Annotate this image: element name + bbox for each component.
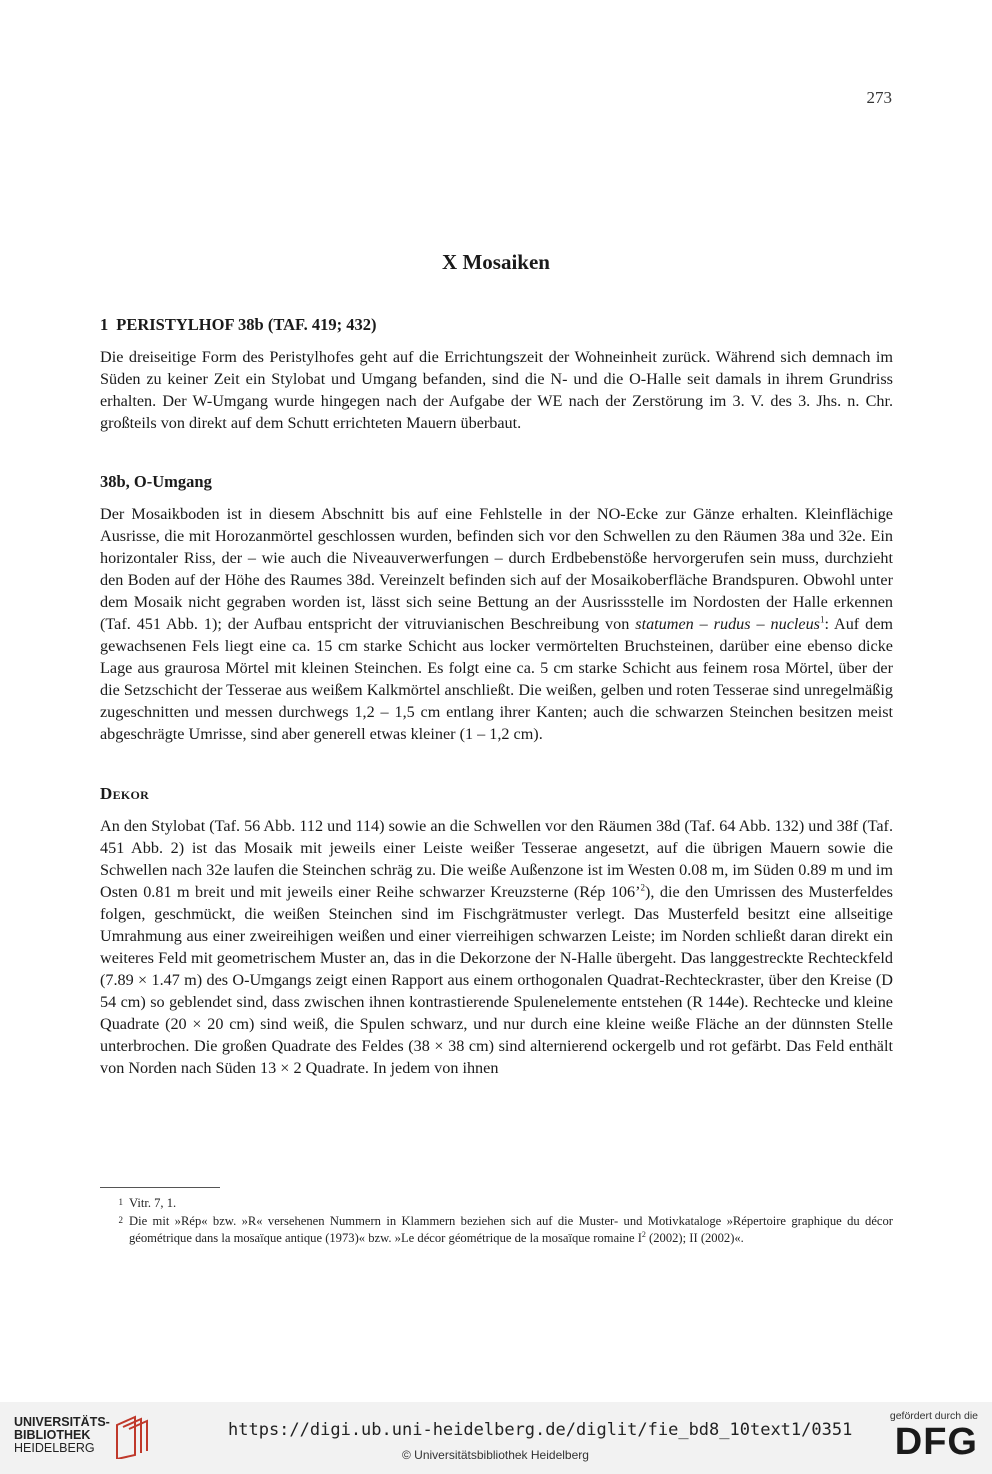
section-heading-o-umgang: 38b, O-Umgang bbox=[100, 472, 212, 491]
paragraph-text: Der Mosaikboden ist in diesem Abschnitt bis auf eine Fehlstelle in der NO-Ecke zur Gänze erhalten. Kleinflächige Ausrisse, die mit Horozanmörtel geschlossen wurden, befinden sich vor den Schwellen zu den Räumen 38a und 32e. Ein horizontaler Riss, der – wie auch die Niveauverwerfungen – durch Erdbebenstöße hervorgerufen sein muss, durchzieht den Boden auf der Höhe des Raumes 38d. Vereinzelt befinden sich auf der Mosaikoberfläche Brandspuren. Obwohl unter dem Mosaik nicht gegraben worden ist, lässt sich seine Bettung an der Ausrissstelle im Nordosten der Halle erkennen (Taf. 451 Abb. 1); der Aufbau entspricht der vitruvianischen Beschreibung von bbox=[100, 505, 893, 633]
footnote-ref: 2 bbox=[640, 882, 646, 893]
paragraph-text: An den Stylobat (Taf. 56 Abb. 112 und 114) sowie an die Schwellen vor den Räumen 38d (Taf. 64 Abb. 132) und 38f (Taf. 451 Abb. 2) ist das Mosaik mit jeweils einer Leiste weißer Tesserae angesetzt, auf die übrigen Mauern sowie die Schwellen nach 32e laufen die Steinchen schräg zu. Die weiße Außenzone ist im Westen 0.08 m, im Süden 0.89 m und im Osten 0.81 m breit und mit jeweils einer Reihe schwarzer Kreuzsterne (Rép 106’ bbox=[100, 817, 893, 901]
dfg-wordmark: DFG bbox=[894, 1421, 978, 1463]
library-name-line: HEIDELBERG bbox=[14, 1441, 95, 1455]
paragraph-text: : Auf dem gewachsenen Fels liegt eine ca. 15 cm starke Schicht aus locker vermörtelten Bruchsteinen, darüber eine ebenso dicke Lage aus graurosa Mörtel mit kleinen Steinchen. Es folgt eine ca. 5 cm starke Schicht aus feinem rosa Mörtel, über der die Setzschicht der Tesserae aus weißem Kalkmörtel anschließt. Die weißen, gelben und roten Tesserae sind unregelmäßig zugeschnitten und messen durchwegs 1,2 – 1,5 cm entlang ihrer Kanten; auch die schwarzen Steinchen besitzen meist abgeschrägte Umrisse, sind aber generell etwas kleiner (1 – 1,2 cm). bbox=[100, 615, 894, 743]
dfg-logo[interactable] bbox=[890, 1410, 978, 1461]
footnote-text-part: (2002); II (2002)«. bbox=[645, 1231, 744, 1245]
paragraph-peristylhof: Die dreiseitige Form des Peristylhofes geht auf die Errichtungszeit der Wohneinheit zurück. Während sich demnach im Süden zu keiner Zeit ein Stylobat und Umgang befanden, sind die N- und die O-Halle seit damals in ihrem Grundriss erhalten. Der W-Umgang wurde hingegen nach der Aufgabe der WE nach der Zerstörung im 3. V. des 3. Jhs. n. Chr. großteils von direkt auf dem Schutt errichteten Mauern überbaut. bbox=[100, 348, 893, 432]
footnotes bbox=[100, 1195, 893, 1248]
footnote-sup: 2 bbox=[641, 1229, 646, 1239]
footnote-mark: 2 bbox=[118, 1214, 123, 1225]
footnote-text bbox=[129, 1213, 893, 1248]
footnote-divider bbox=[100, 1187, 220, 1188]
footnote-ref: 1 bbox=[819, 614, 825, 625]
library-name bbox=[14, 1416, 110, 1455]
viewer-footer bbox=[0, 1402, 992, 1474]
footnote bbox=[100, 1213, 893, 1248]
library-name-line: BIBLIOTHEK bbox=[14, 1428, 91, 1442]
copyright-notice: © Universitätsbibliothek Heidelberg bbox=[402, 1448, 589, 1462]
main-text bbox=[100, 313, 893, 1079]
section-heading-peristylhof bbox=[100, 313, 893, 337]
library-emblem-icon bbox=[113, 1413, 149, 1459]
footnote-text-part: Die mit »Rép« bzw. »R« versehenen Nummern in Klammern beziehen sich auf die Muster- und Motivkataloge »Répertoire graphique du décor géométrique dans la mosaïque antique (1973)« bzw. »Le décor géométrique de la mosaïque romaine I bbox=[129, 1213, 893, 1245]
section-title: PERISTYLHOF 38b (TAF. 419; 432) bbox=[116, 315, 377, 334]
paragraph-o-umgang bbox=[100, 503, 893, 745]
library-name-line: UNIVERSITÄTS- bbox=[14, 1415, 110, 1429]
funded-by-label: gefördert durch die bbox=[889, 1410, 978, 1422]
footnote bbox=[100, 1195, 893, 1213]
footnote-text: Vitr. 7, 1. bbox=[129, 1196, 177, 1210]
library-logo[interactable] bbox=[14, 1416, 149, 1459]
section-heading-dekor: Dekor bbox=[100, 784, 150, 803]
italic-term: statumen – rudus – nucleus bbox=[635, 615, 820, 633]
paragraph-dekor bbox=[100, 815, 893, 1079]
section-number: 1 bbox=[100, 315, 109, 334]
page-number: 273 bbox=[866, 88, 892, 107]
document-url-link[interactable]: https://digi.ub.uni-heidelberg.de/diglit/fie_bd8_10text1/0351 bbox=[228, 1420, 853, 1440]
chapter-title: X Mosaiken bbox=[442, 250, 550, 274]
footnote-mark: 1 bbox=[118, 1197, 123, 1207]
paragraph-text: ), die den Umrissen des Musterfeldes folgen, geschmückt, die weißen Steinchen sind im Fischgrätmuster verlegt. Das Musterfeld besitzt eine allseitige Umrahmung aus einer zweireihigen weißen und einer vierreihigen schwarzen Leiste; im Norden schließt daran direkt ein weiteres Feld mit geometrischem Muster an, das in die Dekorzone der N-Halle übergeht. Das langgestreckte Rechteckfeld (7.89 × 1.47 m) des O-Umgangs zeigt einen Rapport aus einem orthogonalen Quadrat-Rechteckraster, über den Kreise (D 54 cm) so geblendet sind, dass zwischen ihnen kontrastierende Spulenelemente entstehen (R 144e). Rechtecke und kleine Quadrate (20 × 20 cm) sind weiß, die Spulen schwarz, und nur durch eine kleine weiße Fläche an der dünnsten Stelle unterbrochen. Die großen Quadrate des Feldes (38 × 38 cm) sind alternierend ockergelb und rot gefärbt. Das Feld enthält von Norden nach Süden 13 × 2 Quadrate. In jedem von ihnen bbox=[100, 883, 893, 1077]
